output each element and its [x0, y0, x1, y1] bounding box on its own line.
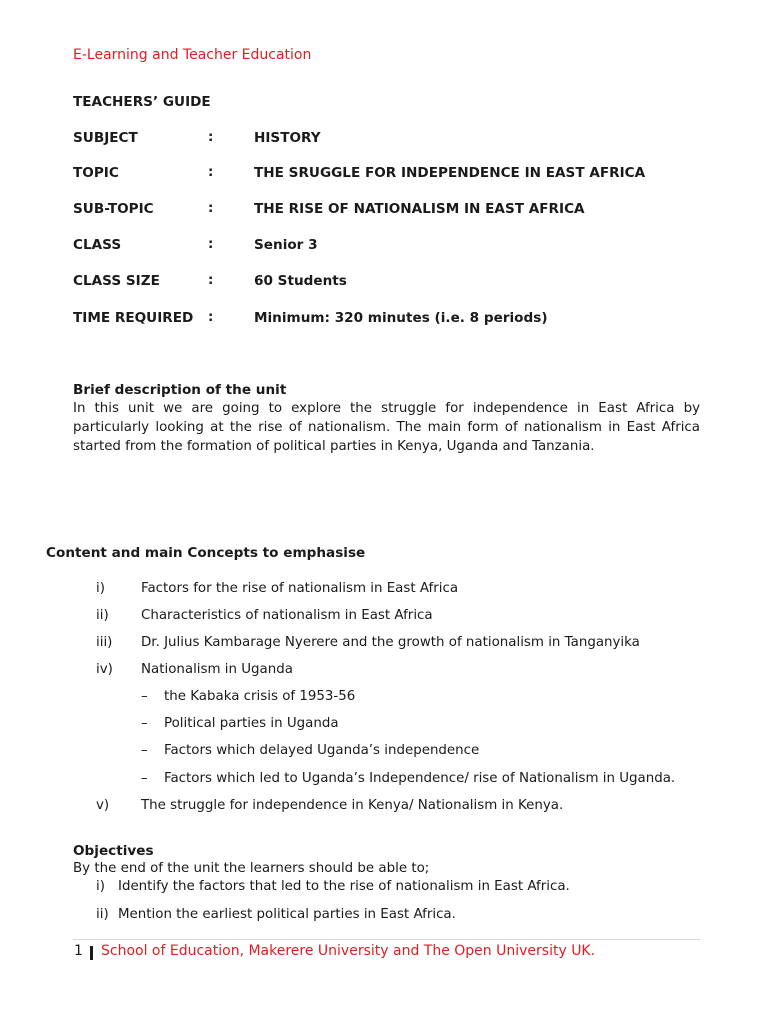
list-item: Dr. Julius Kambarage Nyerere and the growth of nationalism in Tanganyika: [141, 635, 640, 650]
footer-text: School of Education, Makerere University and The Open University UK.: [101, 943, 596, 959]
info-separator: :: [208, 165, 214, 180]
sub-list-item: Factors which led to Uganda’s Independence/ rise of Nationalism in Uganda.: [164, 771, 676, 786]
list-item: Characteristics of nationalism in East Africa: [141, 608, 433, 623]
list-item-number: i): [96, 581, 105, 596]
info-label-class: CLASS: [73, 237, 122, 253]
sub-item-dash: –: [141, 771, 148, 786]
info-value-class-size: 60 Students: [254, 273, 347, 289]
info-separator: :: [208, 201, 214, 216]
list-item-number: iii): [96, 635, 113, 650]
info-label-time-required: TIME REQUIRED: [73, 310, 194, 326]
list-item: Nationalism in Uganda: [141, 662, 293, 677]
list-item: The struggle for independence in Kenya/ Nationalism in Kenya.: [141, 798, 564, 813]
info-separator: :: [208, 130, 214, 145]
objective-item: Mention the earliest political parties in East Africa.: [118, 907, 456, 922]
objective-number: ii): [96, 907, 109, 922]
info-value-class: Senior 3: [254, 237, 318, 253]
info-separator: :: [208, 310, 214, 325]
guide-title: TEACHERS’ GUIDE: [73, 94, 211, 110]
info-label-class-size: CLASS SIZE: [73, 273, 160, 289]
sub-item-dash: –: [141, 689, 148, 704]
info-label-topic: TOPIC: [73, 165, 119, 181]
info-separator: :: [208, 273, 214, 288]
footer-separator: [90, 946, 93, 960]
objectives-intro: By the end of the unit the learners should be able to;: [73, 861, 430, 876]
info-label-subject: SUBJECT: [73, 130, 138, 146]
info-value-subject: HISTORY: [254, 130, 321, 146]
content-heading: Content and main Concepts to emphasise: [46, 545, 366, 561]
list-item-number: v): [96, 798, 110, 813]
page-number: 1: [74, 943, 83, 959]
sub-list-item: Political parties in Uganda: [164, 716, 339, 731]
sub-item-dash: –: [141, 743, 148, 758]
list-item-number: iv): [96, 662, 113, 677]
description-heading: Brief description of the unit: [73, 382, 287, 398]
info-value-time-required: Minimum: 320 minutes (i.e. 8 periods): [254, 310, 548, 326]
sub-list-item: Factors which delayed Uganda’s independence: [164, 743, 480, 758]
objectives-heading: Objectives: [73, 843, 154, 859]
sub-list-item: the Kabaka crisis of 1953-56: [164, 689, 356, 704]
description-text: In this unit we are going to explore the struggle for independence in East Africa by particularly looking at the rise of nationalism. The main form of nationalism in East Africa started from the formation of political parties in Kenya, Uganda and Tanzania.: [73, 401, 700, 454]
info-value-sub-topic: THE RISE OF NATIONALISM IN EAST AFRICA: [254, 201, 585, 217]
list-item: Factors for the rise of nationalism in East Africa: [141, 581, 459, 596]
info-label-sub-topic: SUB-TOPIC: [73, 201, 154, 217]
objective-number: i): [96, 879, 105, 894]
info-separator: :: [208, 237, 214, 252]
list-item-number: ii): [96, 608, 109, 623]
info-value-topic: THE SRUGGLE FOR INDEPENDENCE IN EAST AFRICA: [254, 165, 646, 181]
objective-item: Identify the factors that led to the rise of nationalism in East Africa.: [118, 879, 570, 894]
sub-item-dash: –: [141, 716, 148, 731]
document-header: E-Learning and Teacher Education: [73, 47, 312, 63]
footer-rule: [73, 939, 700, 940]
